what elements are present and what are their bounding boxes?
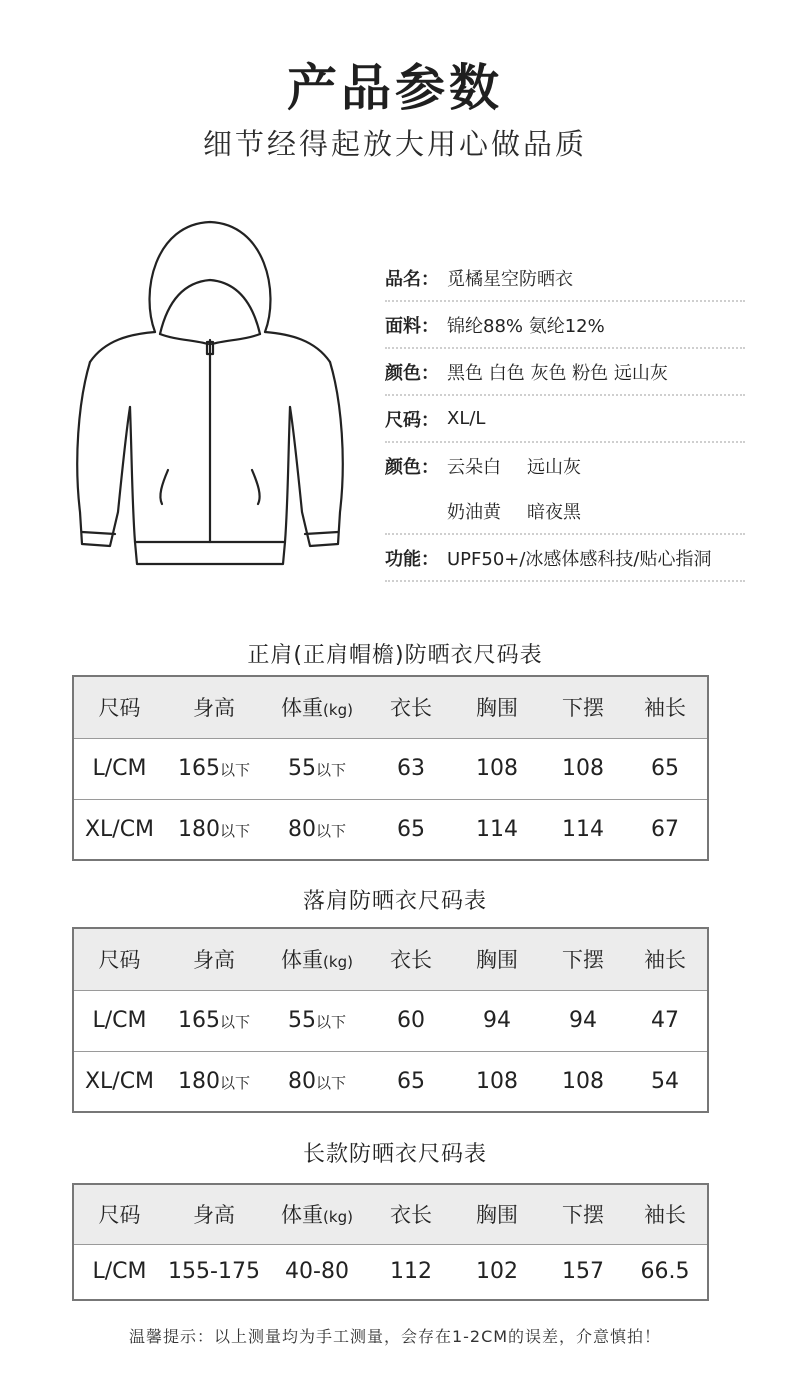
cell-size: L/CM bbox=[73, 990, 165, 1051]
header-size: 尺码 bbox=[73, 928, 165, 990]
table-title-standard-shoulder: 正肩(正肩帽檐)防晒衣尺码表 bbox=[247, 643, 543, 668]
color-option-3: 奶油黄 bbox=[447, 501, 501, 523]
table-row bbox=[73, 1244, 708, 1300]
color-option-2: 远山灰 bbox=[527, 456, 581, 478]
size-label: 尺码： bbox=[385, 409, 439, 431]
table-header-row bbox=[73, 928, 708, 990]
right-cuff bbox=[305, 532, 338, 534]
cell-weight: 40-80 bbox=[285, 1259, 349, 1285]
color-label: 颜色： bbox=[385, 362, 439, 384]
cell-length: 63 bbox=[371, 738, 451, 799]
hood-outline bbox=[150, 222, 271, 332]
size-table-long bbox=[72, 1183, 709, 1301]
cell-height: 180以下 bbox=[177, 816, 250, 842]
hood-opening bbox=[160, 280, 260, 334]
cell-chest: 114 bbox=[476, 816, 518, 842]
cell-chest: 102 bbox=[476, 1259, 518, 1285]
info-row-sizes bbox=[385, 396, 745, 443]
collar-left bbox=[160, 334, 208, 344]
cell-weight: 55以下 bbox=[263, 738, 371, 799]
color-option-4: 暗夜黑 bbox=[527, 501, 581, 523]
info-row-colors2-cont bbox=[385, 488, 745, 535]
cell-height: 165以下 bbox=[165, 990, 263, 1051]
info-row-function bbox=[385, 535, 745, 582]
left-shoulder bbox=[90, 332, 155, 362]
cell-sleeve: 67 bbox=[651, 816, 679, 842]
cell-chest: 108 bbox=[476, 1068, 518, 1094]
cell-weight: 80以下 bbox=[287, 816, 346, 842]
header-chest: 胸围 bbox=[451, 676, 543, 738]
collar-right bbox=[212, 334, 260, 344]
cell-chest: 94 bbox=[451, 990, 543, 1051]
header-weight: 体重(kg) bbox=[263, 928, 371, 990]
cell-sleeve: 66.5 bbox=[640, 1259, 690, 1285]
right-sleeve bbox=[290, 362, 343, 546]
cell-height: 180以下 bbox=[177, 1068, 250, 1094]
header-hem: 下摆 bbox=[543, 928, 623, 990]
cell-height: 155-175 bbox=[168, 1259, 260, 1285]
hem-band bbox=[135, 542, 285, 564]
table-row bbox=[73, 990, 708, 1051]
body-left-side bbox=[130, 407, 135, 542]
table-header-row bbox=[73, 676, 708, 738]
cell-size: XL/CM bbox=[84, 1068, 155, 1094]
header-weight: 体重(kg) bbox=[263, 676, 371, 738]
cell-weight: 55以下 bbox=[263, 990, 371, 1051]
cell-length: 65 bbox=[397, 1068, 425, 1094]
header-length: 衣长 bbox=[371, 676, 451, 738]
info-row-colors2 bbox=[385, 443, 745, 488]
cell-hem: 114 bbox=[562, 816, 604, 842]
product-fabric: 锦纶88% 氨纶12% bbox=[447, 315, 605, 337]
header-chest: 胸围 bbox=[451, 1184, 543, 1244]
product-name: 觅橘星空防晒衣 bbox=[447, 268, 573, 290]
header-height: 身高 bbox=[165, 676, 263, 738]
header-hem: 下摆 bbox=[543, 676, 623, 738]
color2-label: 颜色： bbox=[385, 456, 439, 478]
left-sleeve bbox=[77, 362, 130, 546]
header-size: 尺码 bbox=[73, 1184, 165, 1244]
color-option-1: 云朵白 bbox=[447, 456, 501, 478]
table-row bbox=[73, 1051, 708, 1112]
header-height: 身高 bbox=[165, 928, 263, 990]
header-hem: 下摆 bbox=[543, 1184, 623, 1244]
left-pocket bbox=[160, 470, 168, 504]
header-size: 尺码 bbox=[73, 676, 165, 738]
info-row-fabric bbox=[385, 302, 745, 349]
cell-hem: 108 bbox=[562, 1068, 604, 1094]
product-sizes: XL/L bbox=[447, 408, 486, 429]
left-cuff bbox=[82, 532, 115, 534]
table-row bbox=[73, 738, 708, 799]
table-title-drop-shoulder: 落肩防晒衣尺码表 bbox=[302, 889, 487, 914]
cell-weight: 80以下 bbox=[287, 1068, 346, 1094]
table-header-row bbox=[73, 1184, 708, 1244]
table-row bbox=[73, 799, 708, 860]
header-chest: 胸围 bbox=[451, 928, 543, 990]
header-sleeve: 袖长 bbox=[623, 676, 708, 738]
info-row-name bbox=[385, 255, 745, 302]
page-subtitle: 细节经得起放大用心做品质 bbox=[202, 127, 587, 161]
info-row-colors bbox=[385, 349, 745, 396]
product-colors: 黑色 白色 灰色 粉色 远山灰 bbox=[447, 362, 668, 384]
cell-size: L/CM bbox=[92, 1259, 147, 1285]
table-title-long: 长款防晒衣尺码表 bbox=[302, 1142, 487, 1167]
header-height: 身高 bbox=[165, 1184, 263, 1244]
cell-chest: 108 bbox=[451, 738, 543, 799]
cell-hem: 157 bbox=[562, 1259, 604, 1285]
size-table-standard-shoulder bbox=[72, 675, 709, 861]
cell-sleeve: 47 bbox=[623, 990, 708, 1051]
cell-sleeve: 54 bbox=[651, 1068, 679, 1094]
header-length: 衣长 bbox=[371, 1184, 451, 1244]
cell-size: L/CM bbox=[73, 738, 165, 799]
product-info bbox=[385, 255, 745, 582]
product-function: UPF50+/冰感体感科技/贴心指洞 bbox=[447, 548, 712, 570]
cell-hem: 94 bbox=[543, 990, 623, 1051]
measurement-note: 温馨提示：以上测量均为手工测量，会存在1-2CM的误差，介意慎拍！ bbox=[128, 1327, 662, 1346]
function-label: 功能： bbox=[385, 548, 439, 570]
jacket-illustration bbox=[60, 212, 360, 572]
page-title: 产品参数 bbox=[287, 59, 503, 117]
header-length: 衣长 bbox=[371, 928, 451, 990]
cell-length: 112 bbox=[390, 1259, 432, 1285]
cell-height: 165以下 bbox=[165, 738, 263, 799]
cell-sleeve: 65 bbox=[623, 738, 708, 799]
cell-length: 65 bbox=[397, 816, 425, 842]
header-sleeve: 袖长 bbox=[623, 1184, 708, 1244]
right-shoulder bbox=[265, 332, 330, 362]
name-label: 品名： bbox=[385, 268, 439, 290]
size-table-drop-shoulder bbox=[72, 927, 709, 1113]
cell-length: 60 bbox=[371, 990, 451, 1051]
fabric-label: 面料： bbox=[385, 315, 439, 337]
header-weight: 体重(kg) bbox=[263, 1184, 371, 1244]
header-sleeve: 袖长 bbox=[623, 928, 708, 990]
cell-hem: 108 bbox=[543, 738, 623, 799]
cell-size: XL/CM bbox=[84, 816, 155, 842]
right-pocket bbox=[252, 470, 260, 504]
body-right-side bbox=[285, 407, 290, 542]
